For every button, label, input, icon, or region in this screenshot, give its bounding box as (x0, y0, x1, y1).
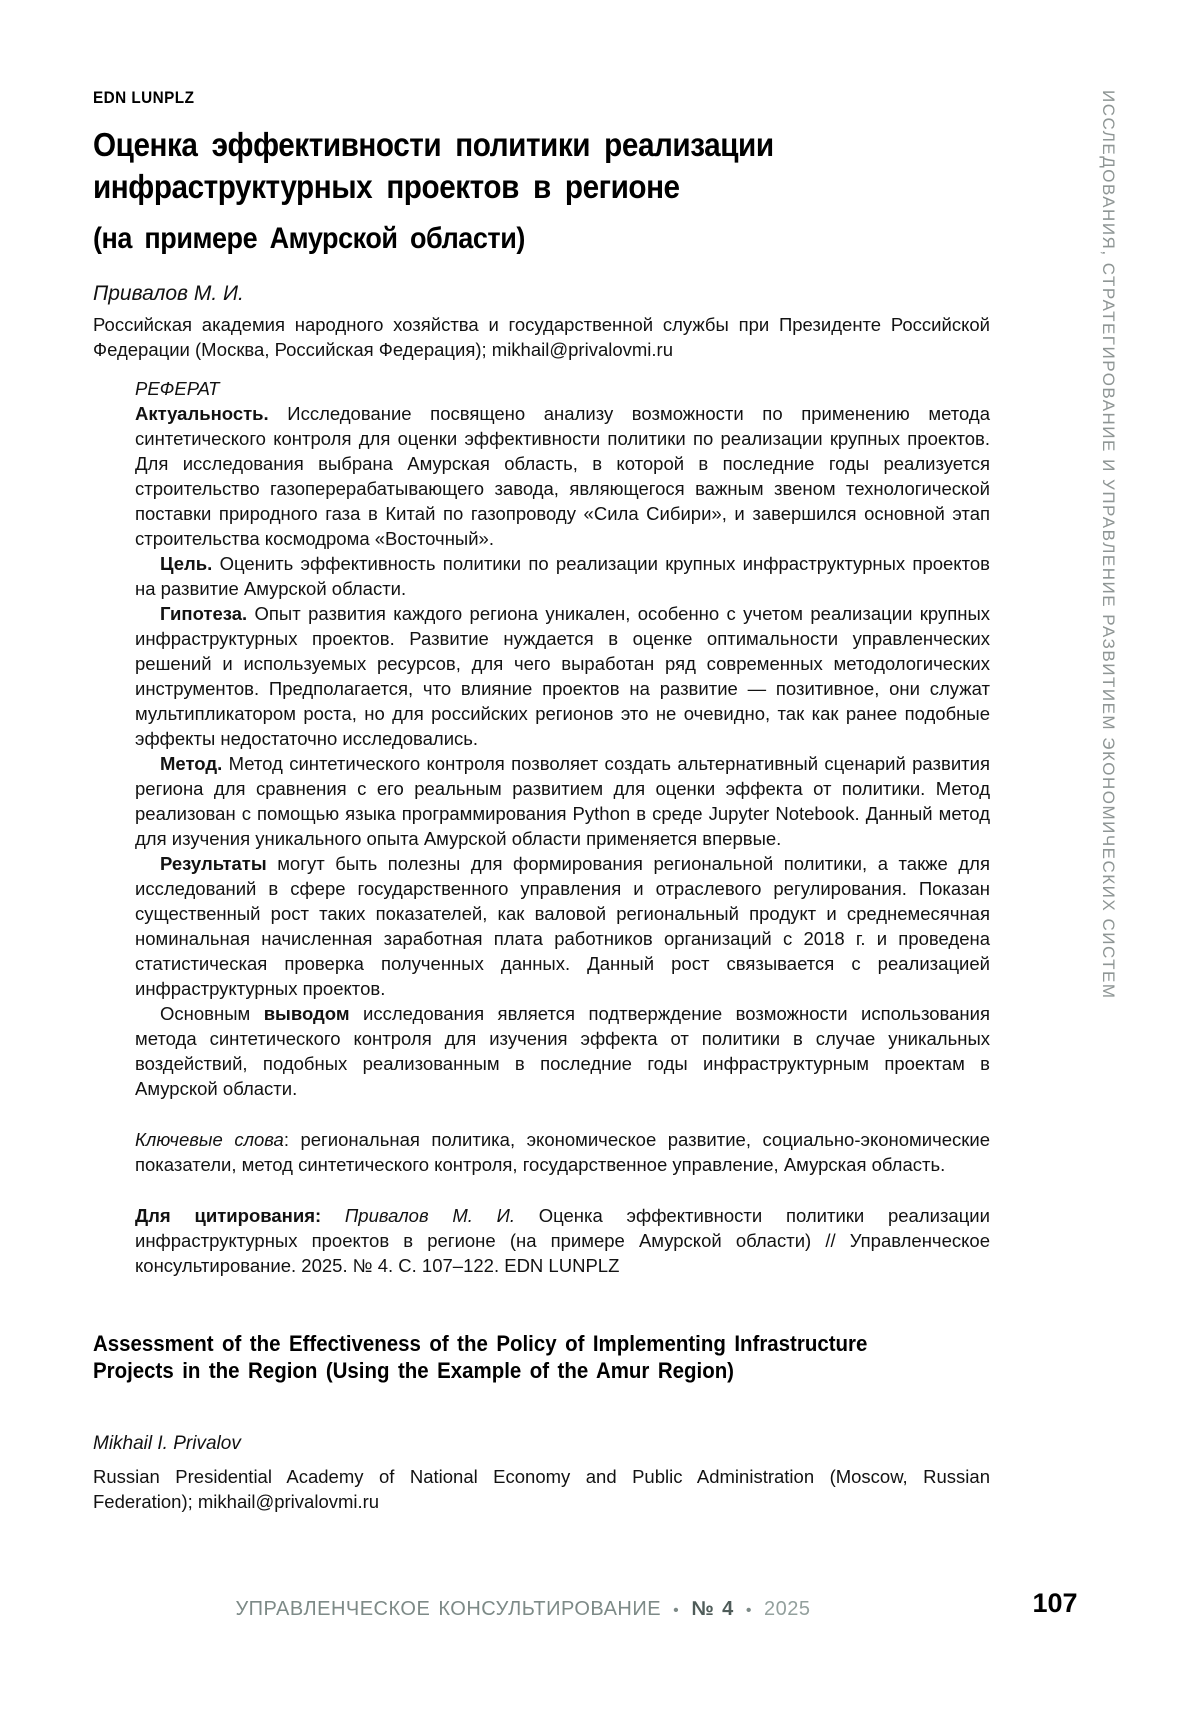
text-segment: Цель. (160, 553, 213, 574)
section-sidebar-heading: ИССЛЕДОВАНИЯ, СТРАТЕГИРОВАНИЕ И УПРАВЛЕНИЕ РАЗВИТИЕМ ЭКОНОМИЧЕСКИХ СИСТЕМ (1099, 90, 1118, 1000)
abstract-label: РЕФЕРАТ (135, 378, 220, 399)
footer-journal-line (93, 1597, 953, 1623)
abstract-paragraph (135, 851, 990, 1001)
text-segment: : региональная политика, экономическое развитие, социально-экономические показатели, метод синтетического контроля, государственное управление, Амурская область. (135, 1129, 990, 1175)
english-title-line-2: Projects in the Region (Using the Example of the Amur Region) (93, 1358, 735, 1383)
english-title (93, 1330, 990, 1384)
text-segment: Исследование посвящено анализу возможности по применению метода синтетического контроля для оценки эффективности политики по реализации крупных проектов. Для исследования выбрана Амурская область, в которой в последние годы реализуется строительство газоперерабатывающего завода, являющегося важным звеном технологической поставки природного газа в Китай по газопроводу «Сила Сибири», и завершился основной этап строительства космодрома «Восточный». (135, 403, 990, 549)
text-segment: Гипотеза. (160, 603, 248, 624)
article-subtitle: (на примере Амурской области) (93, 222, 525, 255)
text-segment: исследования является подтверждение возможности использования метода синтетического контроля для изучения эффекта от политики в случае уникальных воздействий, подобных реализованным в последние годы инфраструктурным проектам в Амурской области. (135, 1003, 990, 1099)
journal-year: 2025 (764, 1598, 811, 1620)
text-segment: Метод. (160, 753, 223, 774)
author-affiliation: Российская академия народного хозяйства и государственной службы при Президенте Российской Федерации (Москва, Российская Федерация); mikhail@privalovmi.ru (93, 314, 990, 360)
journal-name: УПРАВЛЕНЧЕСКОЕ КОНСУЛЬТИРОВАНИЕ (235, 1598, 662, 1620)
article-title-line-2: инфраструктурных проектов в регионе (93, 168, 680, 205)
abstract-paragraph (135, 401, 990, 551)
text-segment: Оценить эффективность политики по реализации крупных инфраструктурных проектов на развитие Амурской области. (135, 553, 990, 599)
article-title (93, 124, 990, 208)
edn-code: EDN LUNPLZ (93, 88, 195, 107)
english-title-line-1: Assessment of the Effectiveness of the Policy of Implementing Infrastructure (93, 1331, 868, 1356)
text-segment: Привалов М. И. (344, 1205, 539, 1226)
article-page (93, 88, 990, 1514)
abstract-paragraph (135, 751, 990, 851)
page-number: 107 (1032, 1588, 1078, 1618)
text-segment: Основным (160, 1003, 264, 1024)
text-segment: Для цитирования: (135, 1205, 345, 1226)
text-segment: Актуальность. (135, 403, 269, 424)
text-segment: могут быть полезны для формирования региональной политики, а также для исследований в сфере государственного управления и отраслевого регулирования. Показан существенный рост таких показателей, как валовой региональный продукт и среднемесячная номинальная начисленная заработная плата работников организаций с 2018 г. и проведена статистическая проверка полученных данных. Данный рост связывается с реализацией инфраструктурных проектов. (135, 853, 990, 999)
citation (135, 1203, 990, 1278)
author-name: Привалов М. И. (93, 282, 244, 305)
text-segment: Метод синтетического контроля позволяет создать альтернативный сценарий развития региона для сравнения с его реальным развитием для оценки эффекта от политики. Метод реализован с помощью языка программирования Python в среде Jupyter Notebook. Данный метод для изучения уникального опыта Амурской области применяется впервые. (135, 753, 990, 849)
text-segment: Опыт развития каждого региона уникален, особенно с учетом реализации крупных инфраструктурных проектов. Развитие нуждается в оценке оптимальности управленческих решений и используемых ресурсов, для чего выработан ряд современных методологических инструментов. Предполагается, что влияние проектов на развитие — позитивное, они служат мультипликатором роста, но для российских регионов это не очевидно, так как ранее подобные эффекты недостаточно исследовались. (135, 603, 990, 749)
abstract-paragraphs (135, 401, 990, 1101)
keywords (135, 1127, 990, 1177)
abstract-section (135, 376, 990, 1101)
english-author-affiliation: Russian Presidential Academy of National Economy and Public Administration (Moscow, Russian Federation); mikhail@privalovmi.ru (93, 1466, 990, 1512)
text-segment: выводом (263, 1003, 350, 1024)
article-title-line-1: Оценка эффективности политики реализации (93, 126, 774, 163)
abstract-paragraph (135, 1001, 990, 1101)
footer-separator-2: • (745, 1602, 752, 1619)
text-segment: Ключевые слова (135, 1129, 284, 1150)
abstract-paragraph (135, 551, 990, 601)
journal-issue: № 4 (691, 1598, 734, 1620)
footer-separator-1: • (673, 1602, 680, 1619)
english-author-name: Mikhail I. Privalov (93, 1433, 241, 1454)
text-segment: Результаты (160, 853, 267, 874)
abstract-paragraph (135, 601, 990, 751)
text-segment: Оценка эффективности политики реализации инфраструктурных проектов в регионе (на примере Амурской области) // Управленческое консультирование. 2025. № 4. С. 107–122. EDN LUNPLZ (135, 1205, 990, 1276)
